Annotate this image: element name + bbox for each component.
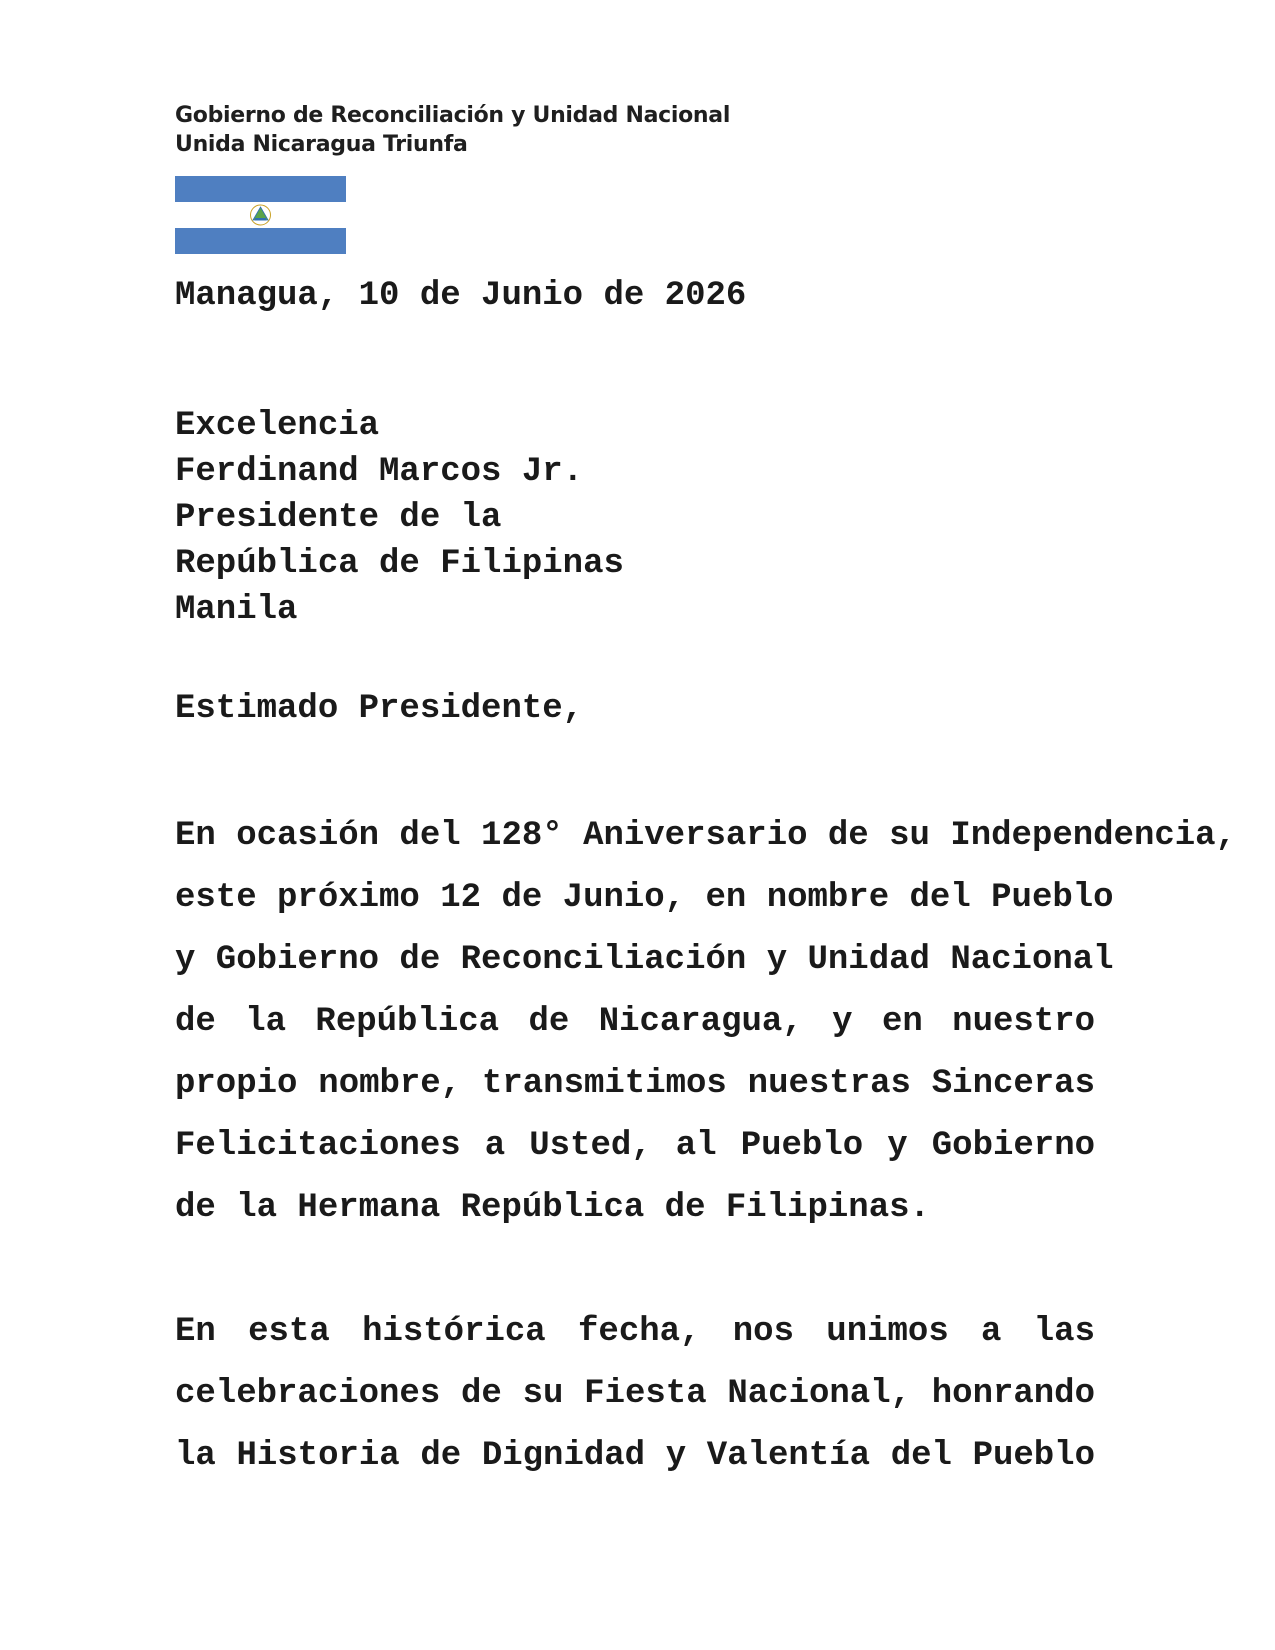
paragraph-line: En ocasión del 128° Aniversario de su Independencia, bbox=[175, 817, 1236, 855]
recipient-name: Ferdinand Marcos Jr. bbox=[175, 453, 584, 491]
salutation: Estimado Presidente, bbox=[175, 690, 584, 728]
letter-date: Managua, 10 de Junio de 2026 bbox=[175, 277, 747, 315]
recipient-block bbox=[175, 403, 624, 633]
nicaragua-flag-icon bbox=[175, 176, 346, 254]
paragraph-line: de la República de Nicaragua, y en nuestro bbox=[175, 1003, 1095, 1041]
body-paragraph bbox=[175, 805, 1236, 1239]
paragraph-line: y Gobierno de Reconciliación y Unidad Nacional bbox=[175, 941, 1114, 979]
recipient-country: República de Filipinas bbox=[175, 545, 624, 583]
recipient-title: Presidente de la bbox=[175, 499, 502, 537]
paragraph-line: celebraciones de su Fiesta Nacional, honrando bbox=[175, 1375, 1095, 1413]
paragraph-line: En esta histórica fecha, nos unimos a las bbox=[175, 1313, 1095, 1351]
recipient-honorific: Excelencia bbox=[175, 407, 380, 445]
body-paragraph bbox=[175, 1301, 1095, 1487]
paragraph-line: propio nombre, transmitimos nuestras Sinceras bbox=[175, 1065, 1095, 1103]
letterhead-slogan: Unida Nicaragua Triunfa bbox=[175, 132, 468, 157]
letterhead-government-name: Gobierno de Reconciliación y Unidad Nacional bbox=[175, 103, 731, 128]
paragraph-line: de la Hermana República de Filipinas. bbox=[175, 1189, 930, 1227]
paragraph-line: la Historia de Dignidad y Valentía del Pueblo bbox=[175, 1437, 1095, 1475]
paragraph-line: Felicitaciones a Usted, al Pueblo y Gobierno bbox=[175, 1127, 1095, 1165]
paragraph-line: este próximo 12 de Junio, en nombre del Pueblo bbox=[175, 879, 1114, 917]
letterhead bbox=[175, 101, 730, 159]
recipient-city: Manila bbox=[175, 591, 298, 629]
